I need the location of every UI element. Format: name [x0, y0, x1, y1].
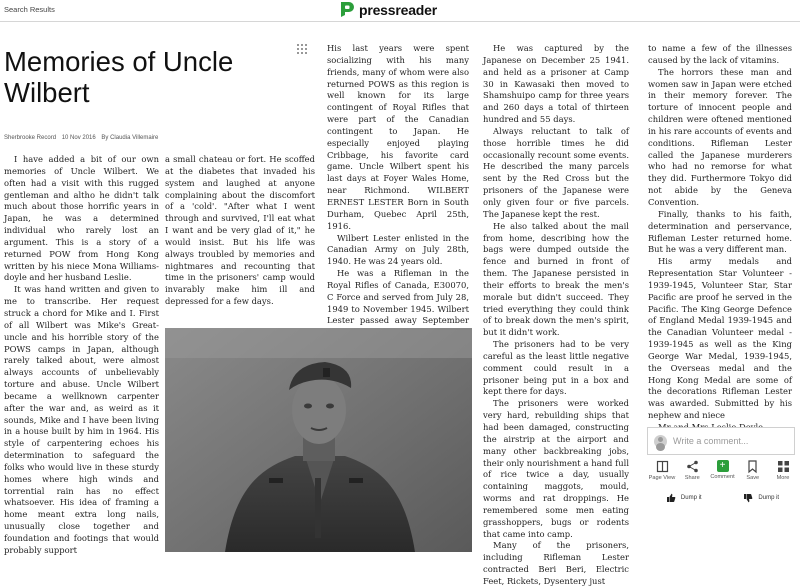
vote-up-label: Dump it [680, 495, 702, 501]
paragraph: to name a few of the illnesses caused by the lack of vitamins. [648, 43, 792, 65]
article-column-5 [648, 43, 792, 434]
paragraph: Wilbert Lester enlisted in the Canadian Army on July 28th, 1940. He was 24 years old. [327, 232, 469, 267]
more-label: More [776, 475, 790, 481]
search-results-link[interactable]: Search Results [4, 5, 55, 14]
comment-box[interactable] [647, 427, 795, 455]
vote-down-button[interactable] [743, 493, 779, 503]
paragraph: I have added a bit of our own memories of Uncle Wilbert. We often had a visit with this rugged gentleman and altho he didn't talk much about those horrific years in Japan, he was a determined individual who rarely lost an argument. This is a story of a returned POW from Hong Kong written by his niece Mona Williams-doyle and her husband Leslie. [4, 154, 159, 283]
soldier-photo [165, 328, 472, 552]
article [0, 40, 640, 586]
paragraph: He was a Rifleman in the Royal Rifles of Canada, E30070, C Force and served from July 28, 1949 to November 1945. Wilbert Lester passed away September [327, 268, 469, 326]
share-label: Share [684, 475, 700, 481]
page-view-label: Page View [648, 475, 676, 481]
share-button[interactable] [678, 460, 706, 481]
comment-label: Comment [710, 474, 735, 480]
pressreader-logo[interactable] [339, 1, 437, 18]
paragraph: a small chateau or fort. He scoffed at the diabetes that invaded his system and laughed at anyone complaining about the discomfort of a 'cold'. "After what I went through and survived, I'll eat what I want and be very glad of it," he would insist. But his life was always troubled by memories and nightmares and recounting that time in the prisoners' camp would invarably make him ill and depressed for a few days. [165, 154, 315, 307]
paragraph: It was hand written and given to me to transcribe. Her request struck a chord for Mike and I. First of all Wilbert was Mike's Great-uncle and his horrible story of the POWS camps in Japan, although rarely talked about, were almost always accounts of unbelievably torture and abuse. Uncle Wilbert became a wellknown carpenter after the war and, as weird as it sounds, Mike and I have been living in a house built by him in 1964. His style of carpentering echoes his determination to safeguard the folks who would live in these sturdy homes where high winds and torrential rain has no effect whatsoever. His idea of framing a home meant extra long nails, unusually close together and foundation and footings that would probably support [4, 284, 159, 555]
vote-bar [645, 493, 800, 503]
save-label: Save [746, 475, 760, 481]
logo-text: pressreader [359, 1, 437, 18]
top-bar [0, 0, 800, 22]
comment-button[interactable] [709, 460, 737, 481]
paragraph: The horrors these man and women saw in Japan were etched in their memory forever. The torture of innocent people and children were oftened mentioned in his rare accounts of events and conditions. Rifleman Lester called the Japanese murderers who had no remorse for what they did. Furthermore Tokyo did not abide by the Geneva Convention. [648, 66, 792, 207]
more-icon [777, 460, 790, 473]
paragraph: His last years were spent socializing with his many friends, many of whom were also returned POWS as this region is well known for its large contingent of Royal Rifles that were part of the Canadian contingent to Japan. He especially enjoyed playing Cribbage, his favorite card game. Uncle Wilbert spent his last days at Foyer Wales Home, near Richmond. WILBERT ERNEST LESTER Born in South Durham, Quebec April 25th, 1916. [327, 43, 469, 231]
page-view-icon [656, 460, 669, 473]
page-view-button[interactable] [648, 460, 676, 481]
comment-input[interactable] [673, 436, 791, 446]
paragraph: Always reluctant to talk of those horrible times he did occasionally recount some events. He described the many parcels sent by the Red Cross but the prisoners of the Japanese were only given four or five parcels. The Japanese kept the rest. [483, 125, 629, 219]
article-date: 10 Nov 2016 [61, 135, 96, 141]
article-column-1 [4, 154, 159, 557]
article-column-4 [483, 43, 629, 588]
vote-up-button[interactable] [666, 493, 702, 503]
paragraph: Many of the prisoners, including Rifleman Lester contracted Beri Beri, Electric Feet, Rickets, Dysentery just [483, 540, 629, 586]
article-column-2 [165, 154, 315, 308]
thumbs-up-icon [666, 493, 676, 503]
save-button[interactable] [739, 460, 767, 481]
paragraph: The prisoners had to be very careful as the least little negative comment could result in a prisoner being put in a box and kept there for days. [483, 339, 629, 397]
pressreader-logo-icon [339, 1, 355, 18]
paragraph: His army medals and Representation Star Volunteer - 1939-1945, Volunteer Star, Star Pacific are proof he served in the Pacific. The King George Defence of England Medal 1939-1945 and the Canadian Volunteer medal - 1939-1945 as well as the King George War Medal, 1939-1945, the Overseas medal and the Hong Kong Medal are some of the decorations Rifleman Lester was awarded. Submitted by his nephew and niece [648, 256, 792, 421]
paragraph: He also talked about the mail from home, describing how the bags were dumped outside the fence and burned in front of them. The Japanese persisted in their efforts to break the men's morale but didn't succeed. They tried everything they could think of to break down the men's spirit, but it didn't work. [483, 220, 629, 338]
paragraph: The prisoners were worked very hard, rebuilding ships that had been damaged, constructing the airstrip at the airport and many other backbreaking jobs, their only nourishment a hand full of rice twice a day, usually containing maggots, mould, worms and rat droppings. He remembered some men eating grasshoppers, bugs or rodents that came into camp. [483, 398, 629, 539]
article-author: By Claudia Villemaire [101, 135, 159, 141]
thumbs-down-icon [743, 493, 753, 503]
paragraph: Finally, thanks to his faith, determination and perservance, Rifleman Lester returned home. But he was a very different man. [648, 208, 792, 255]
vote-down-label: Dump it [758, 495, 780, 501]
comment-plus-icon: + [717, 460, 729, 472]
avatar [654, 435, 667, 448]
paragraph: He was captured by the Japanese on December 25 1941. and held as a prisoner at Camp 30 in Kawasaki then moved to Shamshuipo camp for three years and 260 days a total of thirteen hundred and 55 days. [483, 43, 629, 125]
soldier-photo-image [165, 328, 472, 552]
article-column-3 [327, 43, 469, 339]
bookmark-icon [746, 460, 759, 473]
article-actions [645, 460, 800, 481]
article-byline [4, 135, 158, 141]
share-icon [686, 460, 699, 473]
more-button[interactable] [769, 460, 797, 481]
article-menu-grid-icon[interactable] [297, 44, 307, 54]
article-headline: Memories of Uncle Wilbert [4, 46, 234, 108]
article-source: Sherbrooke Record [4, 135, 57, 141]
